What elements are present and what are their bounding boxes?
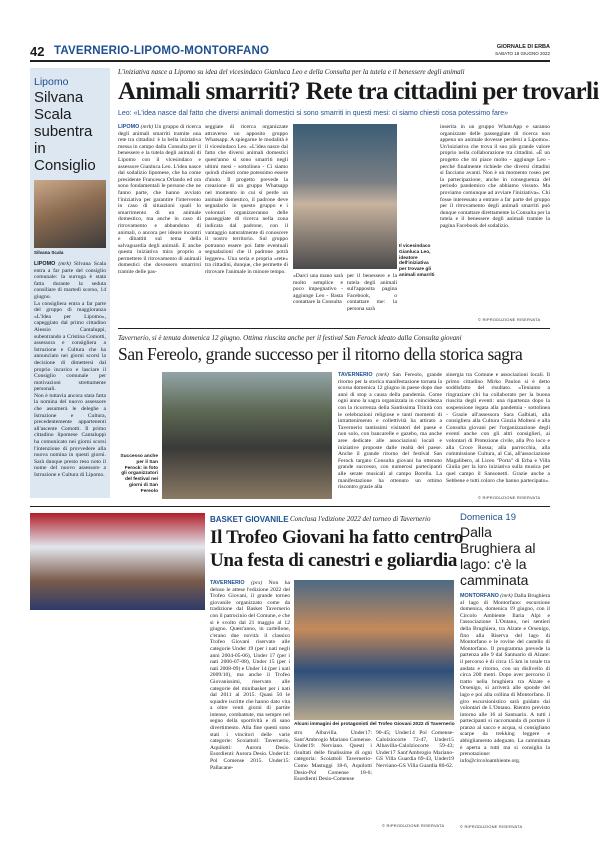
issue-date: SABATO 18 GIUGNO 2022 — [495, 51, 550, 56]
article1-author: (mrk) — [140, 124, 154, 130]
sidebar-box — [30, 68, 110, 498]
section-title: TAVERNERIO-LIPOMO-MONTORFANO — [54, 45, 270, 57]
article1-col1 — [118, 124, 201, 321]
article1-col3: «Darci una mano sarà molto semplice e poco impegnativo - aggiunge Leo - Basta contattare la Consulta — [293, 273, 343, 306]
article2-photo-caption: Successo anche per il San Ferock: in foto gli organizzatori del festival nei giorni di San Fereolo — [120, 454, 158, 494]
article3-photo — [30, 513, 205, 610]
article3-author: (pcs) — [251, 580, 263, 586]
article3-text: Non ha deluso le attese l'edizione 2022 del Trofeo Giovani, il grande torneo giovanile organizzato come da tradizione dal Basket Tavernerio con il patrocinio del Comune, e che si è svolto dal 21 maggio al 12 giugno. Quest'anno, in cartellone, c'erano due novità: il classico Trofeo Giovani riservato alle categorie Under 19 (per i nati negli anni 2004-05-06), Under 17 (per i nati 2006-07-08), Under 15 (per i nati 2008-09) e Under 14 (per i nati 2009/10), ma anche il Trofeo Giovanissimi, riservato alle categorie del minibasket per i nati dal 2011 al 2015. Quasi 50 le squadre iscritte che hanno dato vita a oltre venti giorni di partite intense, combattute, ma sempre nel segno della sportività e di sano divertimento. Alla fine questi sono stati i vincitori delle varie categorie: Scoiattoli: Tavernerio, Aquilotti: Aurora Desio. Esordienti: Aurora Desio. Under14: Pol Comense 2015. Under15: Pallacane- — [210, 580, 290, 771]
article2-byline: TAVERNERIO — [338, 372, 373, 378]
sidebar-body — [34, 261, 106, 531]
sidebar-photo — [34, 180, 106, 248]
header-rule — [30, 60, 550, 62]
article1-col5: inserita in un gruppo WhatsApp e saranno organizzate delle passeggiate di ricerca non appena un animale dovesse perdersi a Lipomo». Un'iniziativa che trova il suo più grande valore proprio nella collaborazione tra cittadini. «È un progetto che mi piace molto - aggiunge Leo - perché finalmente richiede che diversi cittadini si facciano avanti. Non è un momento roseo per la partecipazione, anche in conseguenza del periodo pandemico che abbiamo vissuto. Ma proviamo comunque ad avviare l'iniziativa». Chi fosse interessato a entrare a far parte del gruppo per il ritrovamento degli animali smarriti può dunque contattare direttamente la Consulta per la tutela e il benessere degli animali tramite la pagina Facebook del sodalizio. — [440, 124, 550, 229]
article4-body — [460, 593, 550, 821]
article3-col3: 90-45; Under14 Pol Comense-Calolziocorte 72-47, Under15 Albavilla-Calolziocorte 59-43; Under17 Sant'Ambrogio Mariano-GS Villa Guardia 69-43, Under19 Nerviano-GS Villa Guardia 80-62. — [376, 730, 454, 769]
sidebar-headline: Silvana Scala subentra in Consiglio — [34, 89, 96, 174]
sidebar-byline: LIPOMO — [34, 261, 56, 267]
article3-byline: TAVERNERIO — [210, 580, 245, 586]
article2-copyright: © RIPRODUZIONE RISERVATA — [478, 495, 541, 500]
article3-col1 — [210, 580, 290, 830]
article1-photo-caption: Il vicesindaco Gianluca Leo, ideatore dell'iniziativa per trovare gli animali smarriti — [399, 244, 435, 278]
article4-headline: Dalla Brughiera al lago: c'è la camminata — [460, 524, 536, 588]
article2-col2: sinergia tra Comune e associazioni locali. Il primo cittadino Mirko Paulon si è detto soddisfatto del risultato. «Teniamo a ringraziare chi ha collaborato per la buona riuscita degli eventi: una ripartenza dopo la sospensione legata alla pandemia - sottolinea - Grazie all'assessora Sara Galbiati, alla consigliera alla Cultura Ginzia Molteni e alla Consulta giovani per l'organizzazione degli eventi anche con gli altri consiglieri, ai volontari di Protezione civile, alla Pro loco e alla Croce Rossa; alla parrocchia, alla commissione Cultura, al Cai, all'associazione Magalibero, al Liceo "Porta" di Erba e Villa Giulia per la loro iniziativa sulla musica per quel campo il Sansonetti. Grazie anche a Sebbene e tutti coloro che hanno partecipato». — [446, 372, 550, 484]
article1-byline: LIPOMO — [118, 124, 140, 130]
sidebar-photo-caption: Silvana Scala — [34, 250, 64, 255]
article2-kicker: Tavernerio, si è tenuta domenica 12 giugno. Ottima riuscita anche per il festival San Ferock ideato dalla Consulta giovani — [118, 334, 462, 342]
article3-col2: stro Albavilla. Under17: Sant'Ambrogio Mariano Comense. Under19: Nerviano. Questi i risultati delle finalissime di ogni categoria: Scoiattoli Tavernerio-Como Mastuggi 18-6, Aquilotti Desio-Pol Comense 18-6; Esordienti Desio-Comense — [294, 730, 372, 783]
article1-headline: Animali smarriti? Rete tra cittadini per trovarli — [118, 78, 599, 105]
divider — [118, 328, 550, 329]
article1-text: Un gruppo di ricerca degli animali smarriti tramite una rete tra cittadini: è la bella iniziativa messa in campo dalla Consulta per il benessere e la tutela degli animali di Lipomo con il vicesindaco e assessore Gianluca Leo. L'idea nasce dal sodalizio lipomese, che ha come presidente Francesca Orlando ed ora sono fondamentali le persone che ne fanno parte, che hanno avviato l'iniziativa per garantire l'intervento in caso di situazioni quali lo smarrimento di un animale domestico, ma anche in caso di ritrovamento e abbandono di animali, o ancora per ideare incontri e dibattiti sul tema della salvaguardia degli animali. E anche questa iniziativa mira proprio a permettere il ritrovamento di animali domestici che dovessero smarrirsi tramite delle pas- — [118, 124, 201, 276]
article4-author: (mrk) — [500, 593, 513, 599]
article3-copyright: © RIPRODUZIONE RISERVATA — [382, 823, 445, 828]
article2-author: (mrk) — [376, 372, 389, 378]
article2-photo — [162, 372, 332, 499]
sidebar-paragraph: La consigliera entra a far parte del gruppo di maggioranza «L'Idea per Lipomo», capeggiato dal primo cittadino Alessio Cantaluppi, subentrando a Cristina Comotti, assessora e consigliera a Istruzione e Cultura che ha annunciato nei giorni scorsi la decisione di dimettersi dal proprio incarico e lasciare il Consiglio comunale per motivazioni strettamente personali. — [34, 300, 106, 393]
article1-kicker: L'iniziativa nasce a Lipomo su idea del vicesindaco Gianluca Leo e della Consulta per la tutela e il benessere degli animali — [118, 68, 465, 76]
divider — [30, 506, 550, 507]
newspaper-name: GIORNALE DI ERBA — [496, 44, 550, 50]
article3-tag: BASKET GIOVANILE — [210, 515, 289, 524]
sidebar-paragraph: Silvana Scala entra a far parte del consiglio comunale: la surroga è stata fatta durante la seduta consiliare di martedì scorso, 14 giugno. — [34, 261, 107, 300]
article4-byline: MONTORFANO — [460, 593, 499, 599]
article1-photo — [293, 124, 397, 269]
article2-headline: San Fereolo, grande successo per il ritorno della storica sagra — [118, 344, 523, 364]
article1-copyright: © RIPRODUZIONE RISERVATA — [478, 317, 541, 322]
sidebar-author: (mrk) — [58, 261, 71, 267]
article1-deck: Leo: «L'idea nasce dal fatto che diversi animali domestici si sono smarriti in questi mesi: ci siamo chiesti cosa potessimo fare» — [118, 110, 509, 117]
article2-col1 — [338, 372, 442, 500]
article1-col4: per il benessere e la tutela degli animali sull'apposita pagina Facebook, o contattare me: la persona sarà — [347, 273, 397, 312]
article3-headline-1: Il Trofeo Giovani ha fatto centro — [210, 527, 464, 548]
article4-box — [460, 512, 550, 832]
page-header — [30, 44, 550, 60]
article4-copyright: © RIPRODUZIONE RISERVATA — [460, 824, 523, 829]
sidebar-kicker: Lipomo — [34, 76, 69, 88]
article3-photo-2 — [294, 580, 454, 720]
page-number: 42 — [30, 44, 45, 59]
article4-kicker: Domenica 19 — [460, 512, 516, 523]
article4-text: Dalla Brughiera al lago di Montorfano: escursione domenica, domenica 19 giugno, con il Circolo Ambiente Ilaria Alpi e l'associazione L'Ontano, nei sentieri della Brughiera, tra Alzate e Orsenigo, fino alla Riserva del lago di Montorfano e le rovine del castello di Montorfano. Il programma prevede la partenza alle 9 dal Santuario di Alzate: il percorso è di circa 15 km in totale tra andata e ritorno, con un dislivello di circa 200 metri. Dopo aver percorso il tratto nella brughiera tra Alzate e Orsenigo, si arriverà alle sponde del lago e poi alla collina di Montorfano. Il giro escursionistico sarà guidato dai volontari de L'Ontano. Rientro previsto intorno alle 16 al Santuario. A tutti i partecipanti si raccomanda di portare il pranzo al sacco e acqua, si consigliano scarpe da trekking leggere e abbigliamento adeguato. La camminata è aperta a tutti ma si consiglia la prenotazione: info@circoloambiente.org. — [460, 593, 550, 764]
article3-kicker: Conclusa l'edizione 2022 del torneo di Tavernerio — [290, 515, 431, 523]
article2-text: San Fereolo, grande ritorno per la storica manifestazione tornata la scorsa domenica 12 giugno in paese dopo due anni di stop a causa della pandemia. Come ogni anno la sagra organizzata in coincidenza con la ricorrenza della Santissima Trinità con le celebrazioni religiose e tanti momenti di intrattenimento e collettività ha attirato a Tavernerio tantissimi visitatori del paese e non solo, con bancarelle e gazebo, ma anche aree dedicate alle associazioni locali e iniziative proposte dalle realtà del paese. Anche il grande ritorno del festival San Ferock targato Consulta giovani ha ottenuto grande successo, con numerosi partecipanti alle serate musicali al campo Borella. La manifestazione ha ottenuto un ottimo riscontro grazie alla — [338, 372, 442, 491]
sidebar-paragraph: Non è tuttavia ancora stata fatta la nomina del nuovo assessore che assumerà le deleghe a Istruzione e Cultura, precedentemente appartenenti all'ascente Comotti. Il primo cittadino lipomese Cantaluppi ha comunicato nei giorni scorsi l'intenzione di provvedere alla nuova nomina in questi giorni. Sarà dunque presto reso noto il nome del nuovo assessore a Istruzione e Cultura di Lipomo. — [34, 392, 106, 478]
article1-col2: seggiate di ricerca organizzate attraverso un apposito gruppo Whatsapp. A spiegarne le modalità è il vicesindaco Leo. «L'idea nasce dal fatto che diversi animali domestici quest'anno si sono smarriti negli ultimi mesi - sottolinea - Ci siamo quindi chiesti come potessimo essere d'aiuto. Il progetto prevede la creazione di un gruppo Whatsapp nel momento in cui si perde un animale domestico, il padrone deve segnalarlo in questo gruppo e i volontari organizzeranno delle passeggiate di ricerca nella zona indicata dal padrone, con il vantaggio naturalmente di conoscere il nostro territorio. Sul gruppo potranno essere poi fatte eventuali segnalazioni che il padrone potrà leggere». Una seria e propria «rete» tra cittadini, dunque, che permette di ritrovare l'animale in minore tempo. — [205, 124, 288, 276]
article3-photo-caption: Alcuni immagini dei protagonisti del Trofeo Giovani 2022 di Tavernerio — [294, 722, 455, 727]
article3-headline-2: Una festa di canestri e goliardia — [210, 550, 458, 571]
